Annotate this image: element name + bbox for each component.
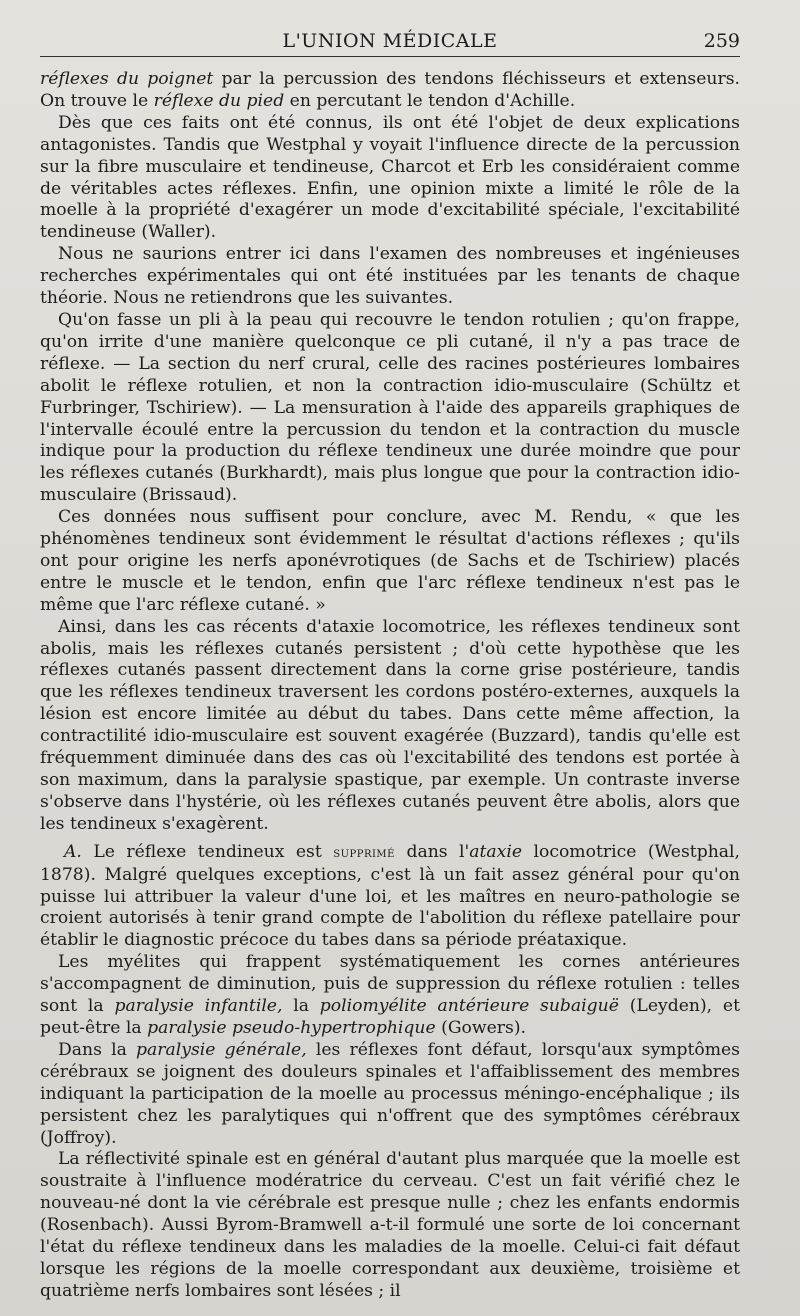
page-header <box>40 26 740 57</box>
italic-term: paralysie pseudo-hypertrophique <box>147 1017 436 1038</box>
italic-term: ataxie <box>469 841 523 862</box>
paragraph-1 <box>40 69 740 113</box>
body-text <box>40 69 740 1303</box>
text-run: Dans la <box>58 1039 137 1060</box>
italic-term: paralysie infantile, <box>114 996 283 1017</box>
text-run: (Gowers). <box>435 1017 526 1038</box>
text-run: en percutant le tendon d'Achille. <box>284 90 576 111</box>
paragraph-5: Ces données nous suffisent pour conclure, avec M. Rendu, « que les phénomènes tendineux sont évidemment le résultat d'actions réflexes ; qu'ils ont pour origine les nerfs aponévrotiques (de Sachs et de Tschiriew) placés entre le muscle et le tendon, enfin que l'arc réflexe tendineux n'est pas le même que l'arc réflexe cutané. » <box>40 507 740 615</box>
paragraph-3: Nous ne saurions entrer ici dans l'examen des nombreuses et ingénieuses recherches expérimentales qui ont été instituées par les tenants de chaque théorie. Nous ne retiendrons que les suivantes. <box>40 244 740 309</box>
text-run: Les myélites qui frappent systématiquement les cornes antérieures s'accompagnent de diminution, puis de suppression du réflexe rotulien : telles sont la <box>40 952 740 1017</box>
italic-term: réflexes du poignet <box>40 69 214 89</box>
page-number: 259 <box>703 30 740 52</box>
text-run: (Leyden), et peut-être la <box>40 996 740 1038</box>
paragraph-10: La réflectivité spinale est en général d'autant plus marquée que la moelle est soustraite à l'influence modératrice du cerveau. C'est un fait vérifié chez le nouveau-né dont la vie cérébrale est presque nulle ; chez les enfants endormis (Rosenbach). Aussi Byrom-Bramwell a-t-il formulé une sorte de loi concernant l'état du réflexe tendineux dans les maladies de la moelle. Celui-ci fait défaut lorsque les régions de la moelle correspondant aux deuxième, troisième et quatrième nerfs lombaires sont lésées ; il <box>40 1149 740 1301</box>
italic-term: poliomyélite antérieure subaiguë <box>319 996 619 1017</box>
running-title: L'UNION MÉDICALE <box>282 30 498 52</box>
text-run: les réflexes font défaut, lorsqu'aux symptômes cérébraux se joignent des douleurs spinales et l'affaiblissement des membres indiquant la participation de la moelle au processus méningo-encéphalique ; ils persistent chez les paralytiques qui n'offrent que des symptômes cérébraux (Joffroy). <box>40 1039 740 1148</box>
paragraph-4: Qu'on fasse un pli à la peau qui recouvre le tendon rotulien ; qu'on frappe, qu'on irrite d'une manière quelconque ce pli cutané, il n'y a pas trace de réflexe. — La section du nerf crural, celle des racines postérieures lombaires abolit le réflexe rotulien, et non la contraction idio-musculaire (Schültz et Furbringer, Tschiriew). — La mensuration à l'aide des appareils graphiques de l'intervalle écoulé entre la percussion du tendon et la contraction du muscle indique pour la production du réflexe tendineux une durée moindre que pour les réflexes cutanés (Burkhardt), mais plus longue que pour la contraction idio-musculaire (Brissaud). <box>40 309 740 506</box>
section-marker: A. <box>64 841 82 862</box>
paragraph-7 <box>40 842 740 953</box>
text-run: dans l' <box>394 841 470 862</box>
paragraph-9 <box>40 1040 740 1150</box>
text-run: la <box>282 996 320 1017</box>
paragraph-8 <box>40 952 740 1040</box>
paragraph-6: Ainsi, dans les cas récents d'ataxie locomotrice, les réflexes tendineux sont abolis, mais les réflexes cutanés persistent ; d'où cette hypothèse que les réflexes cutanés passent directement dans la corne grise postérieure, tandis que les réflexes tendineux traversent les cordons postéro-externes, auxquels la lésion est encore limitée au début du tabes. Dans cette même affection, la contractilité idio-musculaire est souvent exagérée (Buzzard), tandis qu'elle est fréquemment diminuée dans des cas où l'excitabilité des tendons est portée à son maximum, dans la paralysie spastique, par exemple. Un contraste inverse s'observe dans l'hystérie, où les réflexes cutanés peuvent être abolis, alors que les tendineux s'exagèrent. <box>40 616 740 834</box>
text-run: Le réflexe tendineux est <box>81 841 334 862</box>
italic-term: réflexe du pied <box>153 90 285 111</box>
small-caps-term: supprimé <box>333 844 395 861</box>
paragraph-2: Dès que ces faits ont été connus, ils ont été l'objet de deux explications antagonistes. Tandis que Westphal y voyait l'influence directe de la percussion sur la fibre musculaire et tendineuse, Charcot et Erb les considéraient comme de véritables actes réflexes. Enfin, une opinion mixte a limité le rôle de la moelle à la propriété d'exagérer un mode d'excitabilité spéciale, l'excitabilité tendineuse (Waller). <box>40 112 740 243</box>
text-run: par la percussion des tendons fléchisseurs et extenseurs. On trouve le <box>40 69 740 111</box>
italic-term: paralysie générale, <box>136 1039 307 1060</box>
text-run: locomotrice (Westphal, 1878). Malgré quelques exceptions, c'est là un fait assez général pour qu'on puisse lui attribuer la valeur d'une loi, et les maîtres en neuro-pathologie se croient autorisés à tenir grand compte de l'abolition du réflexe patellaire pour établir le diagnostic précoce du tabes dans sa période préataxique. <box>40 841 740 951</box>
